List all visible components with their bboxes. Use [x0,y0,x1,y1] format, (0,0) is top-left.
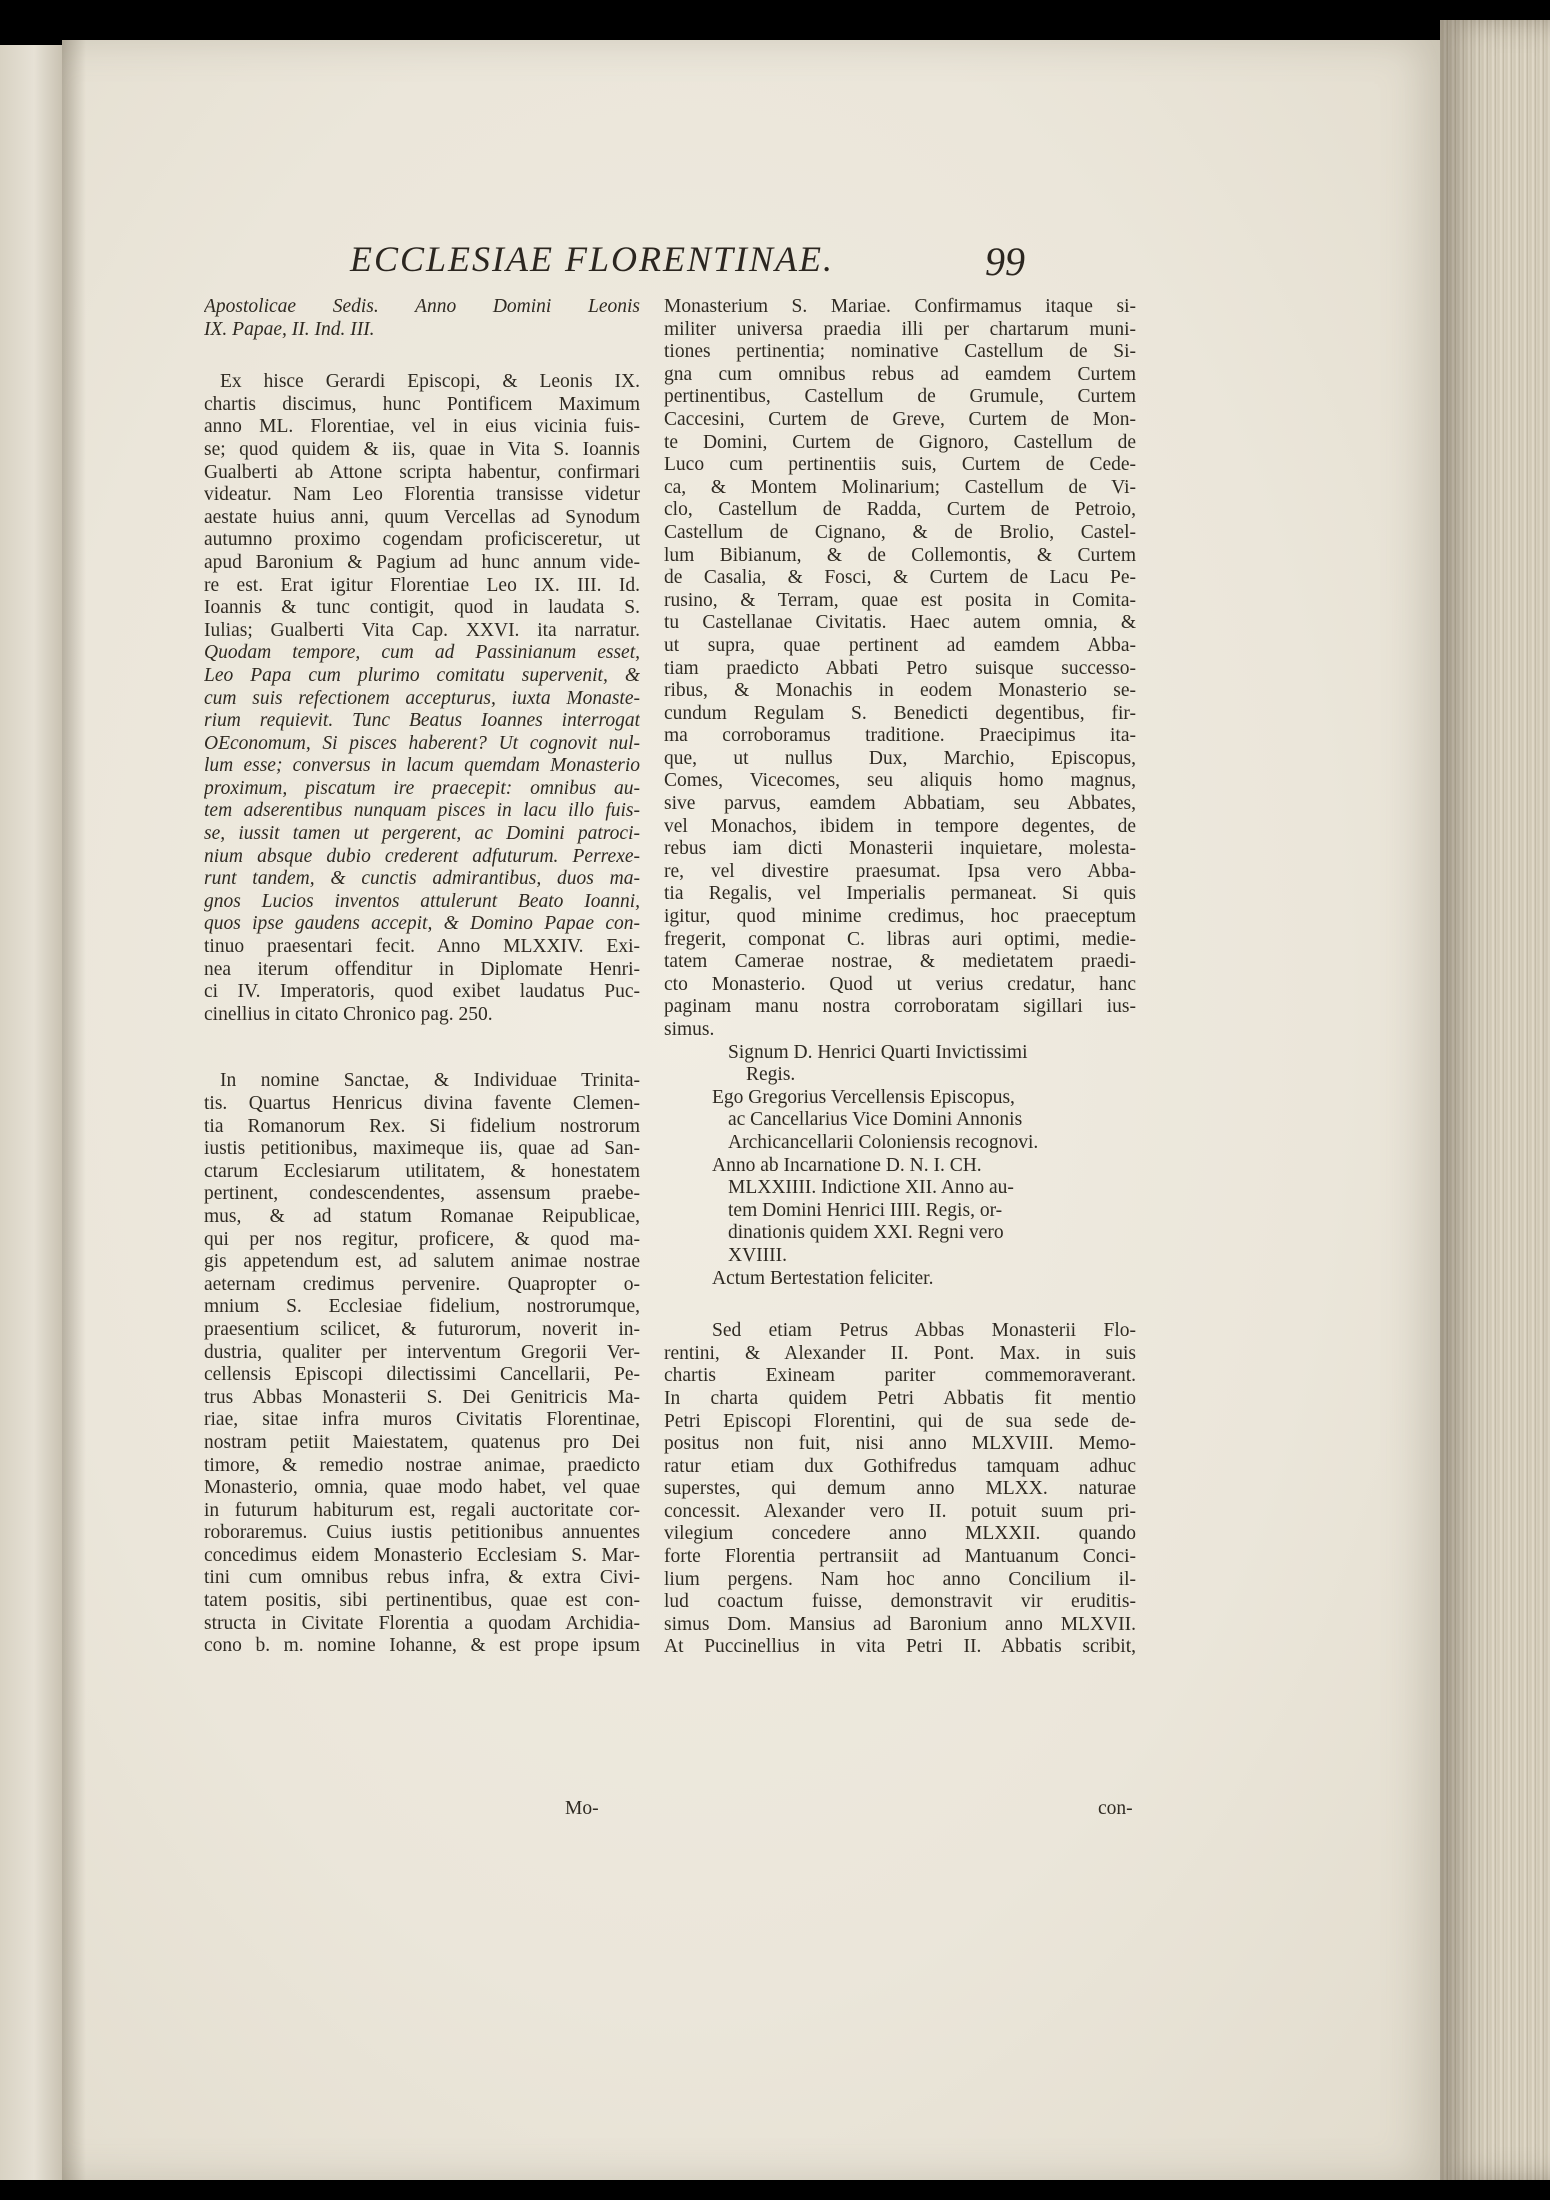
text-line: riae, sitae infra muros Civitatis Florentinae, [204,1409,640,1431]
running-head: ECCLESIAE FLORENTINAE. [350,239,834,279]
text-line: clo, Castellum de Radda, Curtem de Petroio, [664,499,1136,521]
text-line: lum esse; conversus in lacum quemdam Monasterio [204,755,640,777]
text-line: rebus iam dicti Monasterii inquietare, molesta- [664,838,1136,860]
text-line: nium absque dubio crederent adfuturum. Perrexe- [204,845,640,867]
text-line: chartis Exineam pariter commemoraverant. [664,1365,1136,1387]
text-line: IX. Papae, II. Ind. III. [204,318,375,340]
text-line: anno ML. Florentiae, vel in eius vicinia fuis- [204,416,640,438]
text-line: Petri Episcopi Florentini, qui de sua sede de- [664,1410,1136,1432]
text-line: Gualberti ab Attone scripta habentur, confirmari [204,461,640,483]
text-line: tia Regalis, vel Imperialis permaneat. Si quis [664,883,1136,905]
text-line: iustis petitionibus, maximeque iis, quae ad San- [204,1138,640,1160]
text-line: Ex hisce Gerardi Episcopi, & Leonis IX. [220,371,640,393]
text-line: ca, & Montem Molinarium; Castellum de Vi- [664,476,1136,498]
text-line: qui per nos regitur, proficere, & quod ma- [204,1228,640,1250]
text-line: apud Baronium & Pagium ad hunc annum vide- [204,551,640,573]
text-line: In charta quidem Petri Abbatis fit mentio [664,1387,1136,1409]
text-line: rium requievit. Tunc Beatus Ioannes interrogat [204,710,640,732]
text-line: timore, & remedio nostrae animae, praedicto [204,1454,640,1476]
text-line: OEconomum, Si pisces haberent? Ut cognovit nul- [204,732,640,754]
text-line: Caccesini, Curtem de Greve, Curtem de Mon- [664,408,1136,430]
text-line: pertinentibus, Castellum de Grumule, Curtem [664,386,1136,408]
text-line: concessit. Alexander vero II. potuit suum pri- [664,1500,1136,1522]
left-column [204,296,640,1658]
text-line: cum suis refectionem accepturus, iuxta Monaste- [204,687,640,709]
page-number: 99 [985,239,1025,284]
text-line: rentini, & Alexander II. Pont. Max. in suis [664,1342,1136,1364]
text-line: igitur, quod minime credimus, hoc praeceptum [664,906,1136,928]
text-line: simus. [664,1019,715,1040]
text-line: Luco cum pertinentiis suis, Curtem de Cede- [664,454,1136,476]
text-line: Iulias; Gualberti Vita Cap. XXVI. ita narratur. [204,619,640,641]
text-line: re, vel divestire praesumat. Ipsa vero Abba- [664,860,1136,882]
text-line: gna cum omnibus rebus ad eamdem Curtem [664,363,1136,385]
text-line: tinuo praesentari fecit. Anno MLXXIV. Exi- [204,936,640,958]
text-line: vel Monachos, ibidem in tempore degentes, de [664,815,1136,837]
text-line: tem adserentibus nunquam pisces in lacu illo fuis- [204,800,640,822]
text-line: Quodam tempore, cum ad Passinianum esset, [204,642,640,664]
text-line: ci IV. Imperatoris, quod exibet laudatus Puc- [204,981,640,1003]
text-line: Comes, Vicecomes, seu aliquis homo magnus, [664,770,1136,792]
text-line: Anno ab Incarnatione D. N. I. CH. [712,1154,982,1176]
page-stack-edge [1440,20,1550,2180]
text-line: Castellum de Cignano, & de Brolio, Castel- [664,521,1136,543]
text-line: re est. Erat igitur Florentiae Leo IX. III. Id. [204,574,640,596]
text-line: gis appetendum est, ad salutem animae nostrae [204,1251,640,1273]
text-line: lium pergens. Nam hoc anno Concilium il- [664,1568,1136,1590]
text-line: mnium S. Ecclesiae fidelium, nostrorumque, [204,1296,640,1318]
text-line: Signum D. Henrici Quarti Invictissimi [728,1041,1028,1063]
catchword-right: con- [1098,1798,1133,1819]
text-line: Sed etiam Petrus Abbas Monasterii Flo- [712,1320,1136,1342]
text-line: ribus, & Monachis in eodem Monasterio se- [664,680,1136,702]
text-line: se, iussit tamen ut pergerent, ac Domini patroci- [204,823,640,845]
text-line: autumno proximo cogendam proficisceretur, ut [204,529,640,551]
text-line: gnos Lucios inventos attulerunt Beato Ioanni, [204,890,640,912]
text-line: tiones pertinentia; nominative Castellum de Si- [664,341,1136,363]
text-line: tia Romanorum Rex. Si fidelium nostrorum [204,1115,640,1137]
text-line: te Domini, Curtem de Gignoro, Castellum de [664,431,1136,453]
text-line: superstes, qui demum anno MLXX. naturae [664,1478,1136,1500]
text-line: cinellius in citato Chronico pag. 250. [204,1003,493,1025]
text-line: paginam manu nostra corroboratam sigillari ius- [664,996,1136,1018]
text-line: chartis discimus, hunc Pontificem Maximum [204,393,640,415]
text-line: de Casalia, & Fosci, & Curtem de Lacu Pe- [664,567,1136,589]
facing-page-edge [0,45,64,2180]
text-line: At Puccinellius in vita Petri II. Abbatis scribit, [664,1636,1136,1658]
text-line: nea iterum offenditur in Diplomate Henri- [204,958,640,980]
text-line: pertinent, condescendentes, assensum praebe- [204,1183,640,1205]
text-line: in futurum habiturum est, regali auctoritate cor- [204,1499,640,1521]
text-line: cellensis Episcopi dilectissimi Cancellarii, Pe- [204,1364,640,1386]
text-line: simus Dom. Mansius ad Baronium anno MLXVII. [664,1613,1136,1635]
text-line: roboraremus. Cuius iustis petitionibus annuentes [204,1522,640,1544]
text-line: tu Castellanae Civitatis. Haec autem omnia, & [664,612,1136,634]
text-line: Monasterio, omnia, quae modo habet, vel quae [204,1477,640,1499]
text-line: Regis. [746,1064,796,1086]
right-column [664,296,1136,1659]
text-line: trus Abbas Monasterii S. Dei Genitricis Ma- [204,1386,640,1408]
text-line: tem Domini Henrici IIII. Regis, or- [728,1199,1003,1221]
text-line: In nomine Sanctae, & Individuae Trinita- [220,1070,640,1092]
text-line: Archicancellarii Coloniensis recognovi. [728,1131,1039,1153]
text-line: XVIIII. [728,1244,788,1266]
catchword-left: Mo- [565,1798,599,1819]
text-line: Leo Papa cum plurimo comitatu supervenit, & [204,664,640,686]
text-line: forte Florentia pertransiit ad Mantuanum Conci- [664,1546,1136,1568]
text-line: cto Monasterio. Quod ut verius credatur, hanc [664,973,1136,995]
text-line: vilegium concedere anno MLXXII. quando [664,1523,1136,1545]
text-line: mus, & ad statum Romanae Reipublicae, [204,1205,640,1227]
text-line: Ego Gregorius Vercellensis Episcopus, [712,1086,1015,1108]
text-line: videatur. Nam Leo Florentia transisse videtur [204,484,640,506]
text-line: tis. Quartus Henricus divina favente Clemen- [204,1093,640,1114]
binding-shadow [62,40,86,2180]
text-line: se; quod quidem & iis, quae in Vita S. Ioannis [204,438,640,460]
text-line: lum Bibianum, & de Collemontis, & Curtem [664,544,1136,566]
text-line: tiam praedicto Abbati Petro suisque successo- [664,657,1136,679]
text-line: Actum Bertestation feliciter. [712,1267,934,1289]
text-line: que, ut nullus Dux, Marchio, Episcopus, [664,747,1136,769]
text-line: Monasterium S. Mariae. Confirmamus itaque si- [664,296,1136,317]
text-line: positus non fuit, nisi anno MLXVIII. Memo- [664,1433,1136,1455]
text-line: Apostolicae Sedis. Anno Domini Leonis [204,296,640,317]
text-line: sive parvus, eamdem Abbatiam, seu Abbates, [664,793,1136,815]
text-line: ctarum Ecclesiarum utilitatem, & honestatem [204,1160,640,1182]
text-line: tini cum omnibus rebus infra, & extra Civi- [204,1567,640,1589]
text-line: aestate huius anni, quum Vercellas ad Synodum [204,506,640,528]
text-line: rusino, & Terram, quae est posita in Comita- [664,589,1136,611]
text-line: praesentium scilicet, & futurorum, noverit in- [204,1318,640,1340]
text-line: tatem positis, sibi pertinentibus, quae est con- [204,1590,640,1612]
text-line: cono b. m. nomine Iohanne, & est prope ipsum [204,1635,640,1657]
text-line: cundum Regulam S. Benedicti degentibus, fir- [664,702,1136,724]
text-line: dustria, qualiter per interventum Gregorii Ver- [204,1341,640,1363]
text-line: Ioannis & tunc contigit, quod in laudata S. [204,597,640,619]
text-line: dinationis quidem XXI. Regni vero [728,1222,1004,1244]
text-line: quos ipse gaudens accepit, & Domino Papae con- [204,913,640,935]
text-line: tatem Camerae nostrae, & medietatem praedi- [664,951,1136,973]
text-line: structa in Civitate Florentia a quodam Archidia- [204,1612,640,1634]
text-line: lud coactum fuisse, demonstravit vir eruditis- [664,1591,1136,1613]
text-line: ac Cancellarius Vice Domini Annonis [728,1109,1023,1131]
text-line: concedimus eidem Monasterio Ecclesiam S. Mar- [204,1544,640,1566]
text-line: MLXXIIII. Indictione XII. Anno au- [728,1177,1014,1199]
text-line: ratur etiam dux Gothifredus tamquam adhuc [664,1455,1136,1477]
text-line: ma corroboramus traditione. Praecipimus ita- [664,725,1136,747]
text-line: militer universa praedia illi per chartarum muni- [664,318,1136,340]
text-line: proximum, piscatum ire praecepit: omnibus au- [204,777,640,799]
text-line: fregerit, componat C. libras auri optimi, medie- [664,928,1136,950]
text-line: ut supra, quae pertinent ad eamdem Abba- [664,634,1136,656]
text-line: aeternam credimus pervenire. Quapropter o- [204,1273,640,1295]
text-line: nostram petiit Maiestatem, quatenus pro Dei [204,1431,640,1453]
text-line: runt tandem, & cunctis admirantibus, duos ma- [204,868,640,890]
